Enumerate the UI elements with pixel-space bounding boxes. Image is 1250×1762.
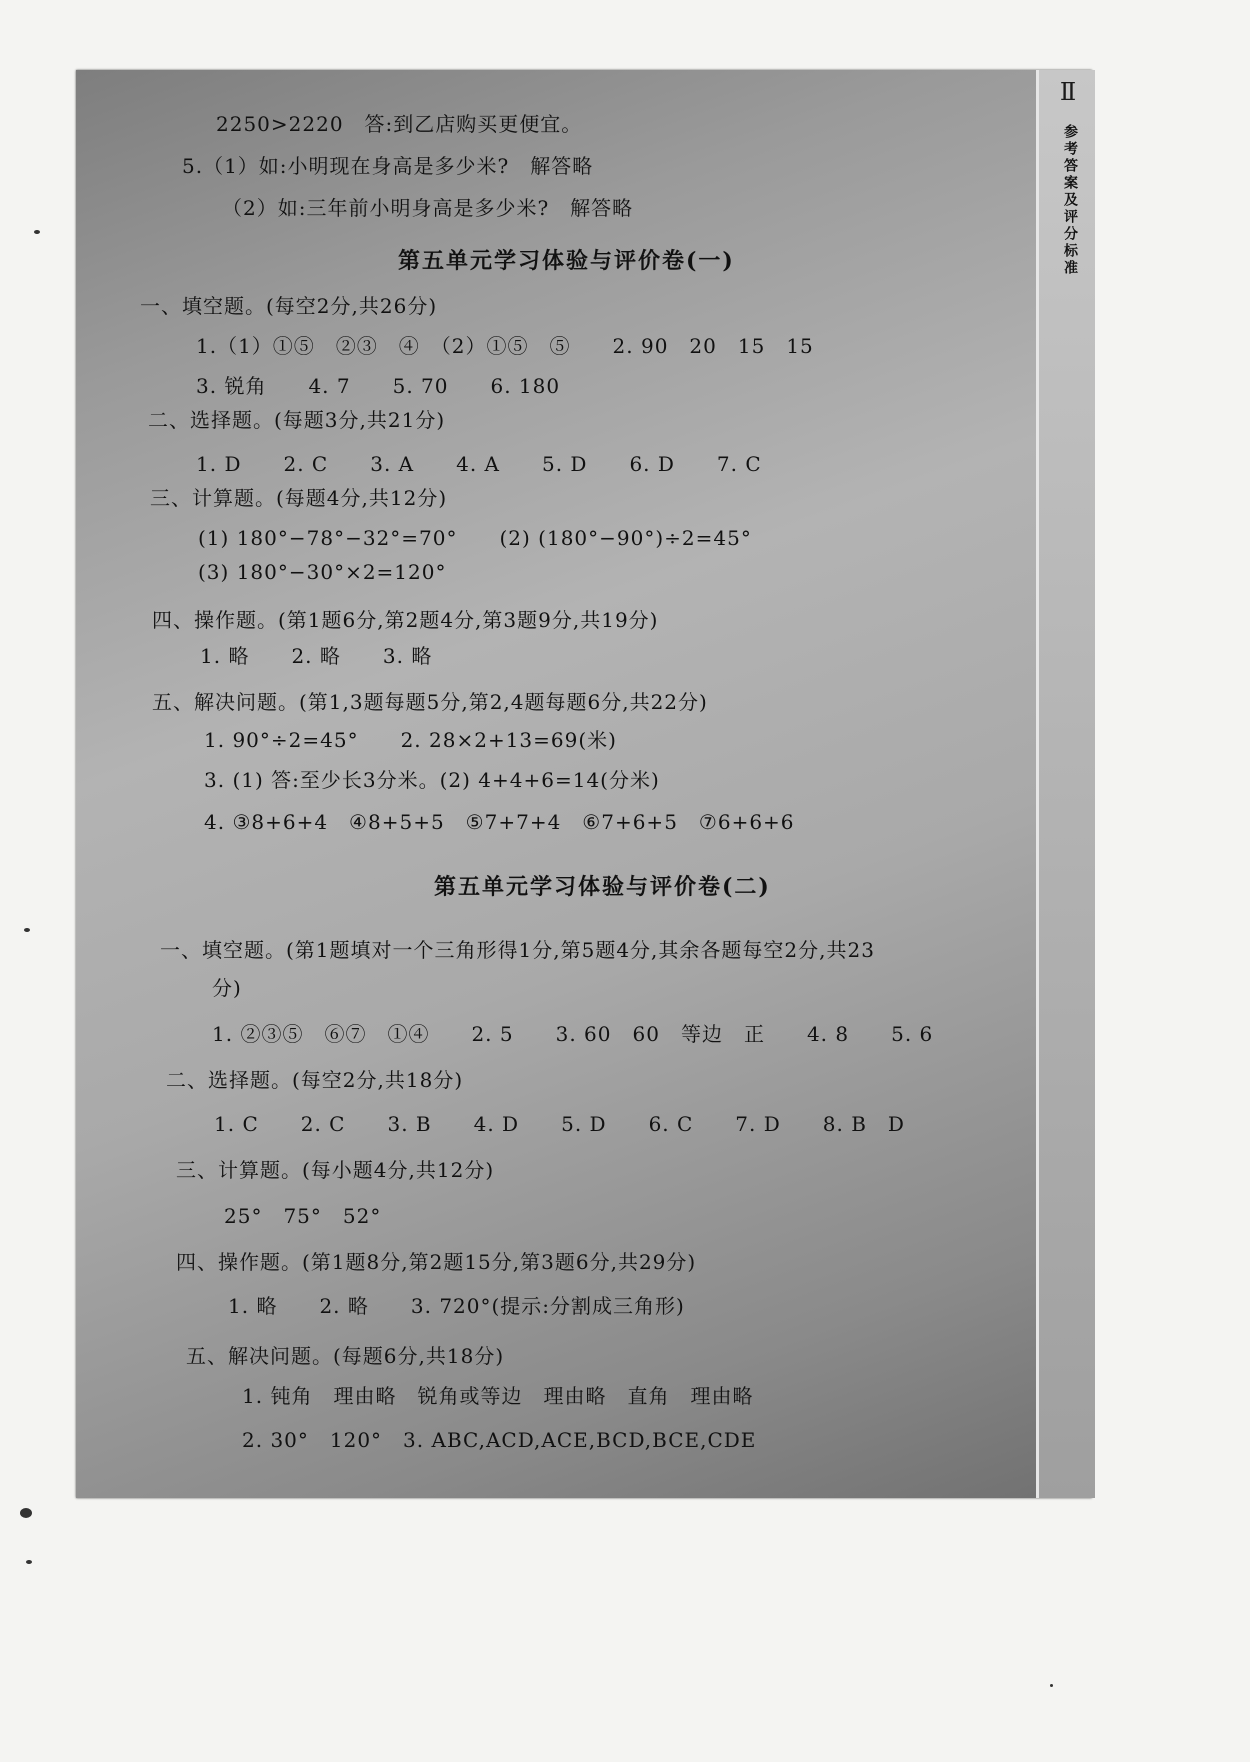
answer-line: 3. 锐角 4. 7 5. 70 6. 180 bbox=[196, 374, 561, 398]
answer-line: 4. ③8+6+4 ④8+5+5 ⑤7+7+4 ⑥7+6+5 ⑦6+6+6 bbox=[204, 810, 795, 834]
section-title: 第五单元学习体验与评价卷(二) bbox=[434, 874, 771, 900]
answer-line: 1. 略 2. 略 3. 略 bbox=[200, 644, 433, 668]
question-heading: 四、操作题。(第1题8分,第2题15分,第3题6分,共29分) bbox=[176, 1250, 697, 1274]
side-tab bbox=[1036, 70, 1095, 1498]
answer-line: 2. 30° 120° 3. ABC,ACD,ACE,BCD,BCE,CDE bbox=[242, 1428, 757, 1452]
section-title: 第五单元学习体验与评价卷(一) bbox=[398, 248, 735, 274]
question-heading: 分) bbox=[212, 976, 242, 1000]
question-heading: 一、填空题。(第1题填对一个三角形得1分,第5题4分,其余各题每空2分,共23 bbox=[160, 938, 875, 962]
answer-line: 1. C 2. C 3. B 4. D 5. D 6. C 7. D 8. B D bbox=[214, 1112, 905, 1136]
scan-speck bbox=[24, 928, 30, 932]
answer-line: 1. D 2. C 3. A 4. A 5. D 6. D 7. C bbox=[196, 452, 762, 476]
answer-line: (1) 180°−78°−32°=70° (2) (180°−90°)÷2=45° bbox=[198, 526, 752, 550]
answer-line: 5.（1）如:小明现在身高是多少米? 解答略 bbox=[182, 154, 594, 178]
answer-line: 1. 90°÷2=45° 2. 28×2+13=69(米) bbox=[204, 728, 617, 752]
answer-line: 1.（1）①⑤ ②③ ④ （2）①⑤ ⑤ 2. 90 20 15 15 bbox=[196, 334, 814, 358]
scan-speck bbox=[26, 1560, 32, 1564]
question-heading: 三、计算题。(每小题4分,共12分) bbox=[176, 1158, 495, 1182]
question-heading: 一、填空题。(每空2分,共26分) bbox=[140, 294, 438, 318]
question-heading: 二、选择题。(每题3分,共21分) bbox=[148, 408, 446, 432]
answer-line: （2）如:三年前小明身高是多少米? 解答略 bbox=[222, 196, 634, 220]
question-heading: 四、操作题。(第1题6分,第2题4分,第3题9分,共19分) bbox=[152, 608, 659, 632]
answer-line: 1. 钝角 理由略 锐角或等边 理由略 直角 理由略 bbox=[242, 1384, 754, 1408]
answer-line: 1. ②③⑤ ⑥⑦ ①④ 2. 5 3. 60 60 等边 正 4. 8 5. 6 bbox=[212, 1022, 934, 1046]
question-heading: 三、计算题。(每题4分,共12分) bbox=[150, 486, 448, 510]
answer-line: 1. 略 2. 略 3. 720°(提示:分割成三角形) bbox=[228, 1294, 685, 1318]
question-heading: 五、解决问题。(每题6分,共18分) bbox=[186, 1344, 505, 1368]
answer-line: (3) 180°−30°×2=120° bbox=[198, 560, 447, 584]
scan-speck bbox=[20, 1508, 32, 1518]
question-heading: 二、选择题。(每空2分,共18分) bbox=[166, 1068, 464, 1092]
side-logo-icon: Ⅱ bbox=[1059, 78, 1077, 106]
answer-line: 3. (1) 答:至少长3分米。(2) 4+4+6=14(分米) bbox=[204, 768, 660, 792]
answer-line: 25° 75° 52° bbox=[224, 1204, 382, 1228]
question-heading: 五、解决问题。(第1,3题每题5分,第2,4题每题6分,共22分) bbox=[152, 690, 708, 714]
scan-speck bbox=[1050, 1684, 1053, 1687]
scan-speck bbox=[34, 230, 40, 234]
side-label: 参考答案及评分标准 bbox=[1062, 124, 1078, 277]
answer-line: 2250>2220 答:到乙店购买更便宜。 bbox=[216, 112, 583, 136]
